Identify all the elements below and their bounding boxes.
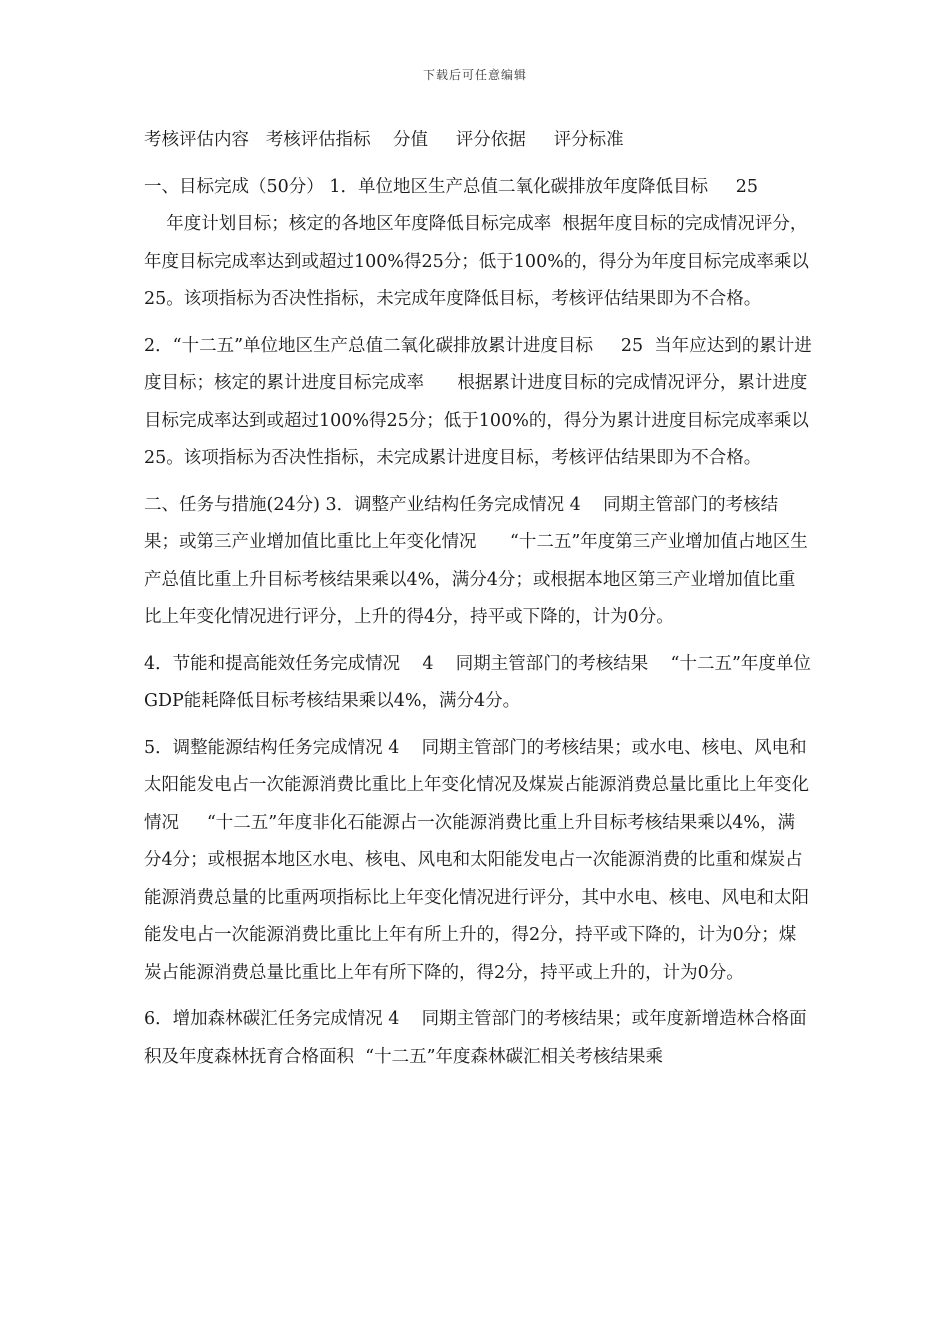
document-body xyxy=(144,122,812,1085)
paragraph-industrial-structure: 二、任务与措施(24分) 3．调整产业结构任务完成情况 4 同期主管部门的考核结果；或第三产业增加值比重比上年变化情况 “十二五”年度第三产业增加值占地区生产总值比重上升目标考核结果乘以4%，满分4分；或根据本地区第三产业增加值比重比上年变化情况进行评分，上升的得4分，持平或下降的，计为0分。 xyxy=(144,494,808,627)
paragraph-energy-efficiency: 4．节能和提高能效任务完成情况 4 同期主管部门的考核结果 “十二五”年度单位GDP能耗降低目标考核结果乘以4%，满分4分。 xyxy=(144,653,811,711)
table-header-row: 考核评估内容 考核评估指标 分值 评分依据 评分标准 xyxy=(144,130,624,150)
paragraph-cumulative-progress: 2．“十二五”单位地区生产总值二氧化碳排放累计进度目标 25 当年应达到的累计进度目标；核定的累计进度目标完成率 根据累计进度目标的完成情况评分，累计进度目标完成率达到或超过100%得25分；低于100%的，得分为累计进度目标完成率乘以25。该项指标为否决性指标，未完成累计进度目标，考核评估结果即为不合格。 xyxy=(144,335,812,468)
paragraph-energy-structure: 5．调整能源结构任务完成情况 4 同期主管部门的考核结果；或水电、核电、风电和太阳能发电占一次能源消费比重比上年变化情况及煤炭占能源消费总量比重比上年变化情况 “十二五”年度非化石能源占一次能源消费比重上升目标考核结果乘以4%，满分4分；或根据本地区水电、核电、风电和太阳能发电占一次能源消费的比重和煤炭占能源消费总量的比重两项指标比上年变化情况进行评分，其中水电、核电、风电和太阳能发电占一次能源消费比重比上年有所上升的，得2分，持平或下降的，计为0分；煤炭占能源消费总量比重比上年有所下降的，得2分，持平或上升的，计为0分。 xyxy=(144,737,809,983)
paragraph-forest-carbon-sink: 6．增加森林碳汇任务完成情况 4 同期主管部门的考核结果；或年度新增造林合格面积及年度森林抚育合格面积 “十二五”年度森林碳汇相关考核结果乘 xyxy=(144,1009,807,1067)
paragraph-target-completion: 一、目标完成（50分） 1．单位地区生产总值二氧化碳排放年度降低目标 25 年度计划目标；核定的各地区年度降低目标完成率 根据年度目标的完成情况评分，年度目标完成率达到或超过100%得25分；低于100%的，得分为年度目标完成率乘以25。该项指标为否决性指标，未完成年度降低目标，考核评估结果即为不合格。 xyxy=(144,176,809,309)
page-header-note: 下载后可任意编辑 xyxy=(422,68,527,82)
